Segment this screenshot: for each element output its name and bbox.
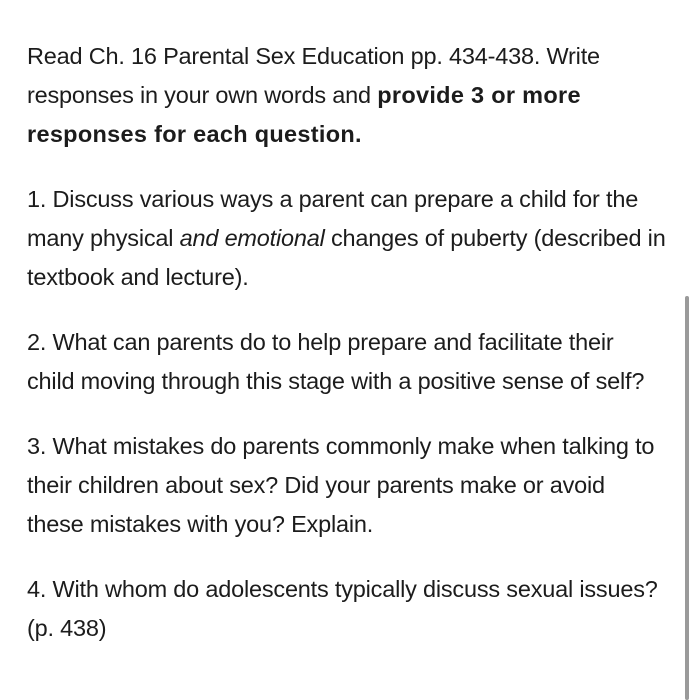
intro-bold-requirement: provide 3 or more responses for each question. (27, 82, 581, 147)
question-1 (27, 180, 667, 297)
assignment-text (27, 37, 667, 674)
question-1-before: 1. Discuss various ways a parent can prepare a child for the many physical (27, 186, 639, 251)
intro-lead: Read Ch. 16 Parental Sex Education pp. 434-438. Write responses in your own words and (27, 43, 600, 108)
question-2: 2. What can parents do to help prepare and facilitate their child moving through this stage with a positive sense of self? (27, 329, 645, 394)
question-3: 3. What mistakes do parents commonly make when talking to their children about sex? Did your parents make or avoid these mistakes with you? Explain. (27, 433, 655, 537)
question-1-italic: and emotional (179, 225, 325, 251)
vertical-scrollbar[interactable] (685, 296, 689, 700)
question-1-after: changes of puberty (described in textbook and lecture). (27, 225, 666, 290)
clipped-heading (27, 0, 152, 1)
intro-paragraph (27, 37, 667, 154)
question-4: 4. With whom do adolescents typically discuss sexual issues? (p. 438) (27, 576, 658, 641)
